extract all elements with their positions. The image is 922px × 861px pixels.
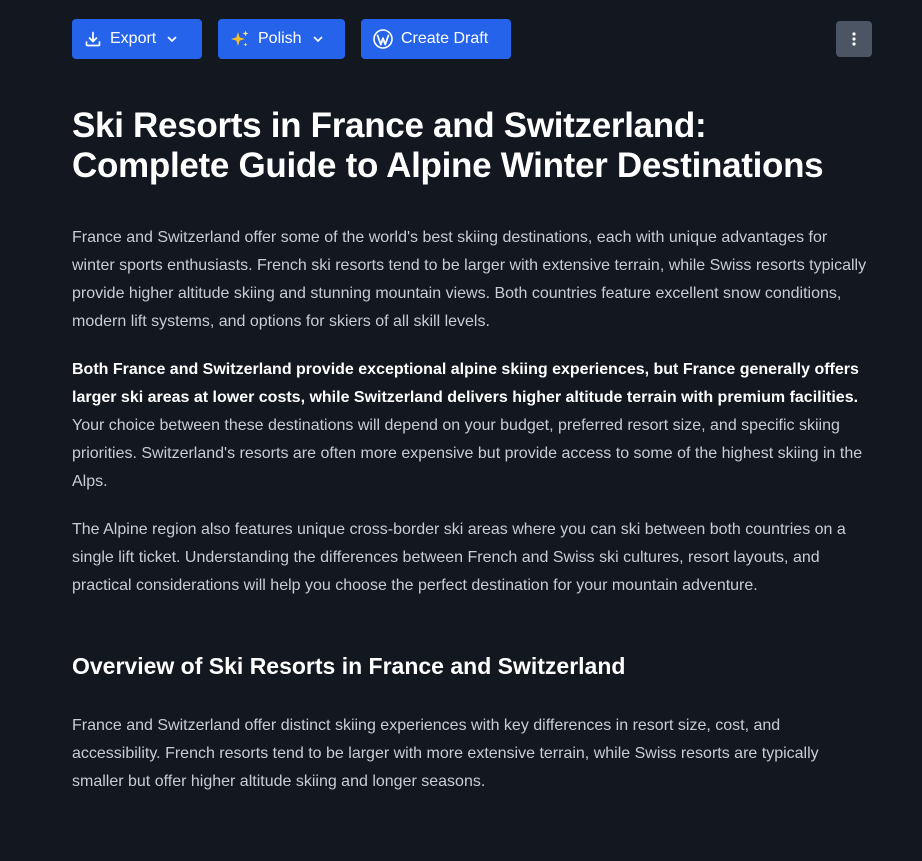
create-draft-button[interactable]	[361, 19, 511, 59]
summary-paragraph	[72, 356, 872, 496]
toolbar	[72, 19, 872, 59]
more-vertical-icon	[852, 31, 856, 47]
download-icon	[84, 30, 102, 48]
article-title: Ski Resorts in France and Switzerland: Complete Guide to Alpine Winter Destinations	[72, 106, 824, 185]
summary-bold-text: Both France and Switzerland provide exceptional alpine skiing experiences, but France generally offers larger ski areas at lower costs, while Switzerland delivers higher altitude terrain with premium facilities.	[72, 361, 859, 406]
cross-border-paragraph: The Alpine region also features unique cross-border ski areas where you can ski between both countries on a single lift ticket. Understanding the differences between French and Swiss ski cultures, resort layouts, and practical considerations will help you choose the perfect destination for your mountain adventure.	[72, 521, 846, 594]
polish-button[interactable]	[218, 19, 345, 59]
chevron-down-icon	[166, 33, 178, 45]
article-content	[72, 106, 872, 796]
sparkles-icon	[230, 29, 250, 49]
chevron-down-icon	[312, 33, 324, 45]
polish-label: Polish	[258, 30, 302, 47]
export-label: Export	[110, 30, 157, 47]
overview-paragraph: France and Switzerland offer distinct skiing experiences with key differences in resort size, cost, and accessibility. French resorts tend to be larger with more extensive terrain, while Swiss resorts are typically smaller but offer higher altitude skiing and longer seasons.	[72, 717, 819, 790]
create-draft-label: Create Draft	[401, 30, 489, 47]
wordpress-icon	[373, 29, 393, 49]
more-options-button[interactable]	[836, 21, 872, 57]
intro-paragraph: France and Switzerland offer some of the world's best skiing destinations, each with unique advantages for winter sports enthusiasts. French ski resorts tend to be larger with extensive terrain, while Swiss resorts typically provide higher altitude skiing and stunning mountain views. Both countries feature excellent snow conditions, modern lift systems, and options for skiers of all skill levels.	[72, 229, 867, 330]
section-heading: Overview of Ski Resorts in France and Switzerland	[72, 653, 626, 679]
summary-text: Your choice between these destinations will depend on your budget, preferred resort size, and specific skiing priorities. Switzerland's resorts are often more expensive but provide access to some of the highest skiing in the Alps.	[72, 417, 863, 490]
export-button[interactable]	[72, 19, 202, 59]
